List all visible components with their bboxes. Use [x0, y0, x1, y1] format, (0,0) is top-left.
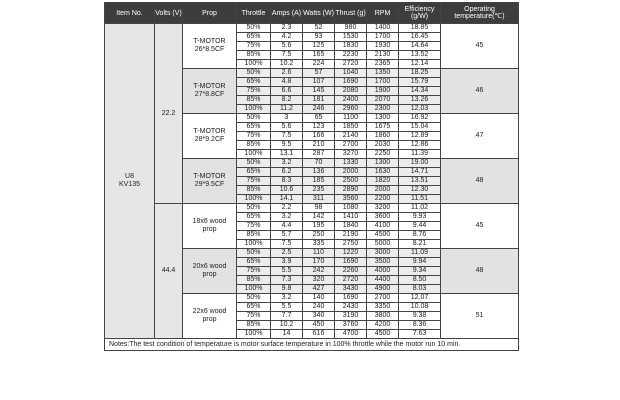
note-row: [105, 339, 519, 351]
rpm-cell: 2030: [367, 141, 399, 150]
watts-cell: 235: [303, 186, 335, 195]
rpm-cell: 1300: [367, 159, 399, 168]
amps-cell: 9.8: [271, 285, 303, 294]
amps-cell: 10.6: [271, 186, 303, 195]
thrust-cell: 3270: [335, 150, 367, 159]
watts-cell: 142: [303, 213, 335, 222]
rpm-cell: 4100: [367, 222, 399, 231]
amps-cell: 4.2: [271, 33, 303, 42]
thrust-cell: 980: [335, 24, 367, 33]
thrust-cell: 2720: [335, 60, 367, 69]
watts-cell: 246: [303, 105, 335, 114]
header-efficiency: Efficiency (g/W): [399, 3, 441, 24]
amps-cell: 7.5: [271, 51, 303, 60]
thrust-cell: 2700: [335, 141, 367, 150]
throttle-cell: 75%: [237, 42, 271, 51]
watts-cell: 166: [303, 132, 335, 141]
amps-cell: 7.5: [271, 132, 303, 141]
amps-cell: 7.3: [271, 276, 303, 285]
prop-name: 22x6 wood: [192, 308, 227, 315]
throttle-cell: 100%: [237, 285, 271, 294]
watts-cell: 320: [303, 276, 335, 285]
thrust-cell: 1850: [335, 123, 367, 132]
rpm-cell: 2700: [367, 294, 399, 303]
watts-cell: 242: [303, 267, 335, 276]
thrust-cell: 2190: [335, 231, 367, 240]
temperature-cell: 51: [441, 294, 519, 339]
temperature-cell: 45: [441, 24, 519, 69]
thrust-cell: 2230: [335, 51, 367, 60]
throttle-cell: 65%: [237, 123, 271, 132]
watts-cell: 125: [303, 42, 335, 51]
watts-cell: 170: [303, 258, 335, 267]
prop-size: prop: [202, 226, 217, 233]
rpm-cell: 4200: [367, 321, 399, 330]
efficiency-cell: 15.04: [399, 123, 441, 132]
efficiency-cell: 8.21: [399, 240, 441, 249]
rpm-cell: 1700: [367, 33, 399, 42]
throttle-cell: 85%: [237, 231, 271, 240]
throttle-cell: 50%: [237, 204, 271, 213]
header-temperature: Operating temperature(℃): [441, 3, 519, 24]
efficiency-cell: 12.14: [399, 60, 441, 69]
throttle-cell: 85%: [237, 96, 271, 105]
amps-cell: 5.6: [271, 42, 303, 51]
watts-cell: 616: [303, 330, 335, 339]
thrust-cell: 1840: [335, 222, 367, 231]
rpm-cell: 1930: [367, 42, 399, 51]
throttle-cell: 50%: [237, 159, 271, 168]
header-rpm: RPM: [367, 3, 399, 24]
header-watts: Watts (W): [303, 3, 335, 24]
efficiency-cell: 8.76: [399, 231, 441, 240]
efficiency-cell: 14.71: [399, 168, 441, 177]
rpm-cell: 1400: [367, 24, 399, 33]
amps-cell: 14: [271, 330, 303, 339]
watts-cell: 311: [303, 195, 335, 204]
motor-test-table: [104, 2, 519, 351]
rpm-cell: 1900: [367, 87, 399, 96]
throttle-cell: 100%: [237, 195, 271, 204]
header-throttle: Throttle: [237, 3, 271, 24]
thrust-cell: 2960: [335, 105, 367, 114]
prop-size: prop: [202, 316, 217, 323]
amps-cell: 2.2: [271, 204, 303, 213]
throttle-cell: 100%: [237, 330, 271, 339]
thrust-cell: 1100: [335, 114, 367, 123]
prop-size: prop: [202, 271, 217, 278]
throttle-cell: 50%: [237, 249, 271, 258]
throttle-cell: 75%: [237, 87, 271, 96]
prop-cell: [183, 69, 237, 114]
efficiency-cell: 13.51: [399, 177, 441, 186]
thrust-cell: 2140: [335, 132, 367, 141]
prop-cell: [183, 159, 237, 204]
amps-cell: 10.2: [271, 321, 303, 330]
test-condition-note: Notes:The test condition of temperature is motor surface temperature in 100% throttle while the motor run 10 min.: [105, 339, 519, 351]
rpm-cell: 4500: [367, 231, 399, 240]
rpm-cell: 3000: [367, 249, 399, 258]
rpm-cell: 1700: [367, 78, 399, 87]
rpm-cell: 2300: [367, 105, 399, 114]
rpm-cell: 3600: [367, 213, 399, 222]
efficiency-cell: 8.03: [399, 285, 441, 294]
efficiency-cell: 9.34: [399, 267, 441, 276]
thrust-cell: 2000: [335, 168, 367, 177]
watts-cell: 140: [303, 294, 335, 303]
prop-name: T-MOTOR: [193, 83, 226, 90]
efficiency-cell: 10.08: [399, 303, 441, 312]
efficiency-cell: 9.93: [399, 213, 441, 222]
rpm-cell: 2000: [367, 186, 399, 195]
efficiency-cell: 9.94: [399, 258, 441, 267]
temperature-cell: 47: [441, 114, 519, 159]
watts-cell: 240: [303, 303, 335, 312]
thrust-cell: 1080: [335, 204, 367, 213]
amps-cell: 10.2: [271, 60, 303, 69]
efficiency-cell: 14.64: [399, 42, 441, 51]
amps-cell: 2.5: [271, 249, 303, 258]
throttle-cell: 100%: [237, 105, 271, 114]
throttle-cell: 75%: [237, 312, 271, 321]
prop-name: T-MOTOR: [193, 128, 226, 135]
thrust-cell: 1330: [335, 159, 367, 168]
throttle-cell: 85%: [237, 186, 271, 195]
prop-cell: [183, 114, 237, 159]
thrust-cell: 1040: [335, 69, 367, 78]
temperature-cell: 48: [441, 159, 519, 204]
rpm-cell: 3200: [367, 204, 399, 213]
prop-cell: [183, 249, 237, 294]
efficiency-cell: 9.44: [399, 222, 441, 231]
throttle-cell: 65%: [237, 258, 271, 267]
volts-cell: 22.2: [155, 24, 183, 204]
amps-cell: 11.2: [271, 105, 303, 114]
header-item-no: Item No.: [105, 3, 155, 24]
table-row: [105, 24, 519, 33]
rpm-cell: 4000: [367, 267, 399, 276]
efficiency-cell: 11.39: [399, 150, 441, 159]
thrust-cell: 3430: [335, 285, 367, 294]
rpm-cell: 1350: [367, 69, 399, 78]
prop-name: T-MOTOR: [193, 173, 226, 180]
prop-size: 29*9.5CF: [194, 181, 225, 188]
throttle-cell: 75%: [237, 222, 271, 231]
header-volts: Volts (V): [155, 3, 183, 24]
thrust-cell: 1690: [335, 78, 367, 87]
efficiency-cell: 7.63: [399, 330, 441, 339]
rpm-cell: 1820: [367, 177, 399, 186]
amps-cell: 8.2: [271, 96, 303, 105]
efficiency-cell: 11.51: [399, 195, 441, 204]
amps-cell: 3: [271, 114, 303, 123]
temperature-cell: 45: [441, 204, 519, 249]
thrust-cell: 2080: [335, 87, 367, 96]
rpm-cell: 2070: [367, 96, 399, 105]
thrust-cell: 1410: [335, 213, 367, 222]
watts-cell: 70: [303, 159, 335, 168]
header-amps: Amps (A): [271, 3, 303, 24]
watts-cell: 165: [303, 51, 335, 60]
throttle-cell: 75%: [237, 177, 271, 186]
thrust-cell: 2890: [335, 186, 367, 195]
efficiency-cell: 8.50: [399, 276, 441, 285]
throttle-cell: 100%: [237, 240, 271, 249]
throttle-cell: 50%: [237, 24, 271, 33]
watts-cell: 136: [303, 168, 335, 177]
efficiency-cell: 8.36: [399, 321, 441, 330]
rpm-cell: 1675: [367, 123, 399, 132]
watts-cell: 185: [303, 177, 335, 186]
thrust-cell: 1690: [335, 258, 367, 267]
watts-cell: 145: [303, 87, 335, 96]
amps-cell: 7.7: [271, 312, 303, 321]
efficiency-cell: 9.38: [399, 312, 441, 321]
efficiency-cell: 12.89: [399, 132, 441, 141]
thrust-cell: 2260: [335, 267, 367, 276]
watts-cell: 52: [303, 24, 335, 33]
throttle-cell: 85%: [237, 276, 271, 285]
thrust-cell: 2750: [335, 240, 367, 249]
thrust-cell: 3190: [335, 312, 367, 321]
rpm-cell: 3500: [367, 258, 399, 267]
amps-cell: 14.1: [271, 195, 303, 204]
amps-cell: 2.3: [271, 24, 303, 33]
amps-cell: 9.5: [271, 141, 303, 150]
thrust-cell: 1690: [335, 294, 367, 303]
throttle-cell: 65%: [237, 33, 271, 42]
item-kv: KV135: [118, 181, 141, 188]
prop-name: T-MOTOR: [193, 38, 226, 45]
throttle-cell: 75%: [237, 267, 271, 276]
watts-cell: 287: [303, 150, 335, 159]
rpm-cell: 3350: [367, 303, 399, 312]
watts-cell: 250: [303, 231, 335, 240]
rpm-cell: 3800: [367, 312, 399, 321]
rpm-cell: 2200: [367, 195, 399, 204]
amps-cell: 4.8: [271, 78, 303, 87]
rpm-cell: 1630: [367, 168, 399, 177]
throttle-cell: 65%: [237, 78, 271, 87]
table-row: [105, 204, 519, 213]
watts-cell: 224: [303, 60, 335, 69]
rpm-cell: 4900: [367, 285, 399, 294]
efficiency-cell: 11.09: [399, 249, 441, 258]
watts-cell: 195: [303, 222, 335, 231]
amps-cell: 6.2: [271, 168, 303, 177]
efficiency-cell: 19.00: [399, 159, 441, 168]
watts-cell: 110: [303, 249, 335, 258]
throttle-cell: 100%: [237, 150, 271, 159]
amps-cell: 8.3: [271, 177, 303, 186]
watts-cell: 93: [303, 33, 335, 42]
efficiency-cell: 12.07: [399, 294, 441, 303]
item-model: U8: [125, 173, 134, 180]
watts-cell: 210: [303, 141, 335, 150]
throttle-cell: 50%: [237, 69, 271, 78]
rpm-cell: 4500: [367, 330, 399, 339]
amps-cell: 4.4: [271, 222, 303, 231]
watts-cell: 181: [303, 96, 335, 105]
thrust-cell: 1530: [335, 33, 367, 42]
amps-cell: 7.5: [271, 240, 303, 249]
amps-cell: 3.2: [271, 213, 303, 222]
rpm-cell: 2130: [367, 51, 399, 60]
efficiency-cell: 18.85: [399, 24, 441, 33]
thrust-cell: 2500: [335, 177, 367, 186]
throttle-cell: 50%: [237, 114, 271, 123]
thrust-cell: 4700: [335, 330, 367, 339]
efficiency-cell: 16.92: [399, 114, 441, 123]
efficiency-cell: 16.45: [399, 33, 441, 42]
amps-cell: 3.2: [271, 294, 303, 303]
watts-cell: 427: [303, 285, 335, 294]
prop-cell: [183, 24, 237, 69]
thrust-cell: 2400: [335, 96, 367, 105]
efficiency-cell: 14.34: [399, 87, 441, 96]
motor-test-data-sheet: [104, 2, 518, 351]
watts-cell: 65: [303, 114, 335, 123]
temperature-cell: 48: [441, 249, 519, 294]
volts-cell: 44.4: [155, 204, 183, 339]
watts-cell: 450: [303, 321, 335, 330]
header-thrust: Thrust (g): [335, 3, 367, 24]
prop-name: 18x6 wood: [192, 218, 227, 225]
efficiency-cell: 12.30: [399, 186, 441, 195]
watts-cell: 123: [303, 123, 335, 132]
throttle-cell: 85%: [237, 321, 271, 330]
amps-cell: 3.9: [271, 258, 303, 267]
item-no-cell: [105, 24, 155, 339]
throttle-cell: 65%: [237, 213, 271, 222]
amps-cell: 13.1: [271, 150, 303, 159]
thrust-cell: 1220: [335, 249, 367, 258]
header-row: [105, 3, 519, 24]
header-prop: Prop: [183, 3, 237, 24]
efficiency-cell: 11.02: [399, 204, 441, 213]
thrust-cell: 3760: [335, 321, 367, 330]
thrust-cell: 2720: [335, 276, 367, 285]
thrust-cell: 3560: [335, 195, 367, 204]
amps-cell: 2.6: [271, 69, 303, 78]
throttle-cell: 100%: [237, 60, 271, 69]
amps-cell: 5.5: [271, 303, 303, 312]
prop-size: 27*8.8CF: [194, 91, 225, 98]
temperature-cell: 46: [441, 69, 519, 114]
efficiency-cell: 15.79: [399, 78, 441, 87]
efficiency-cell: 13.26: [399, 96, 441, 105]
watts-cell: 340: [303, 312, 335, 321]
watts-cell: 98: [303, 204, 335, 213]
table-body: [105, 24, 519, 339]
thrust-cell: 2430: [335, 303, 367, 312]
efficiency-cell: 12.86: [399, 141, 441, 150]
amps-cell: 5.6: [271, 123, 303, 132]
efficiency-cell: 18.25: [399, 69, 441, 78]
rpm-cell: 5000: [367, 240, 399, 249]
prop-name: 20x6 wood: [192, 263, 227, 270]
thrust-cell: 1830: [335, 42, 367, 51]
amps-cell: 5.7: [271, 231, 303, 240]
rpm-cell: 4400: [367, 276, 399, 285]
watts-cell: 107: [303, 78, 335, 87]
throttle-cell: 65%: [237, 303, 271, 312]
rpm-cell: 1300: [367, 114, 399, 123]
prop-size: 26*8.5CF: [194, 46, 225, 53]
amps-cell: 6.6: [271, 87, 303, 96]
prop-size: 28*9.2CF: [194, 136, 225, 143]
throttle-cell: 65%: [237, 168, 271, 177]
rpm-cell: 1860: [367, 132, 399, 141]
prop-cell: [183, 204, 237, 249]
amps-cell: 5.5: [271, 267, 303, 276]
throttle-cell: 85%: [237, 141, 271, 150]
throttle-cell: 50%: [237, 294, 271, 303]
throttle-cell: 75%: [237, 132, 271, 141]
rpm-cell: 2250: [367, 150, 399, 159]
throttle-cell: 85%: [237, 51, 271, 60]
watts-cell: 335: [303, 240, 335, 249]
amps-cell: 3.2: [271, 159, 303, 168]
watts-cell: 57: [303, 69, 335, 78]
efficiency-cell: 12.03: [399, 105, 441, 114]
rpm-cell: 2365: [367, 60, 399, 69]
efficiency-cell: 13.52: [399, 51, 441, 60]
prop-cell: [183, 294, 237, 339]
